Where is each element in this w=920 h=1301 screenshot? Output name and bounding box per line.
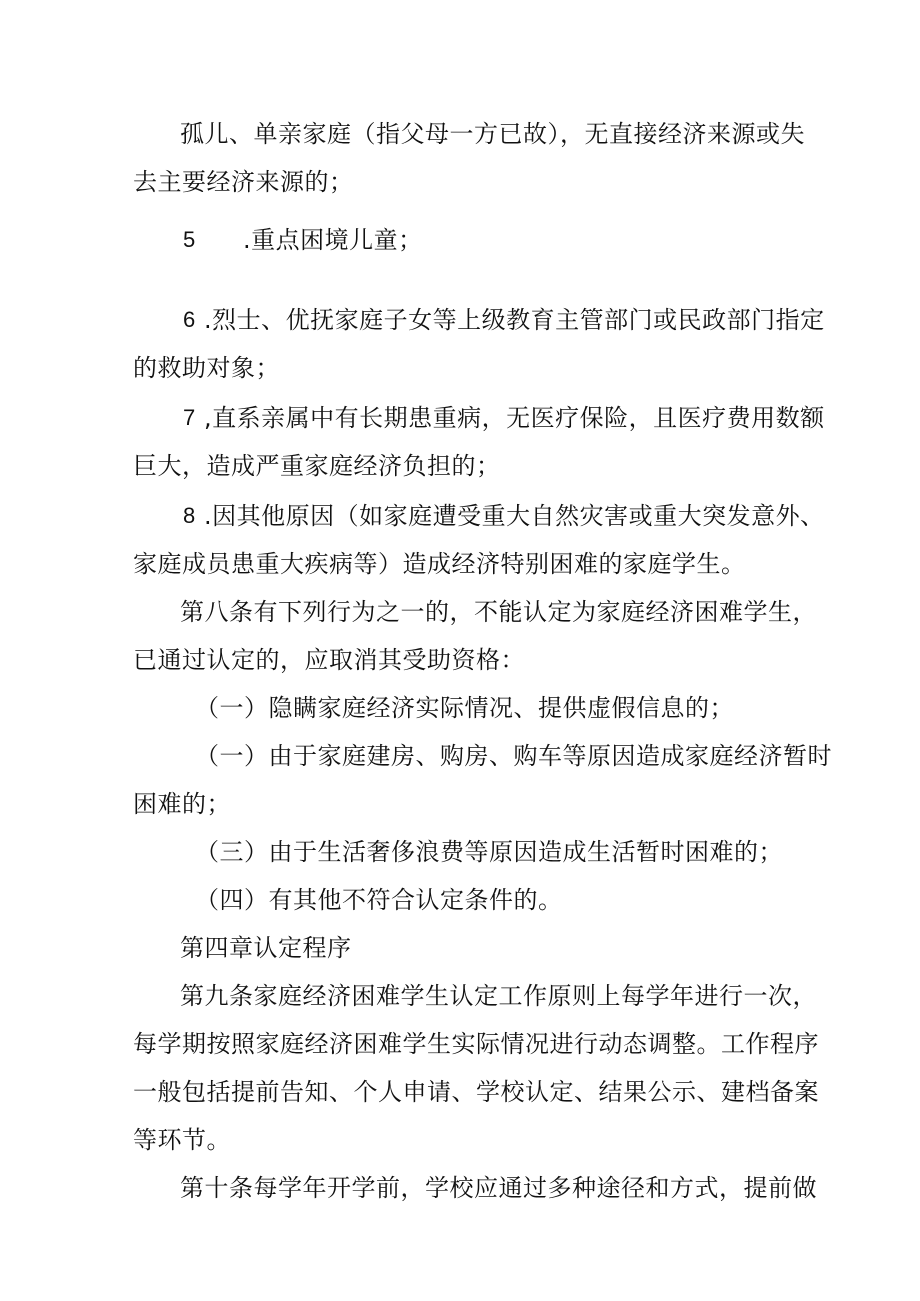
item-number: 7 [183, 405, 196, 430]
text-line: 巨大，造成严重家庭经济负担的； [133, 452, 501, 480]
text-line: .重点困境儿童； [243, 226, 423, 254]
text-line: 已通过认定的，应取消其受助资格： [133, 646, 525, 674]
text-line: .烈士、优抚家庭子女等上级教育主管部门或民政部门指定 [204, 306, 825, 334]
text-line: 去主要经济来源的； [133, 168, 354, 196]
chapter-heading: 第四章认定程序 [180, 934, 352, 962]
text-line: （四）有其他不符合认定条件的。 [195, 886, 563, 914]
text-line: 第八条有下列行为之一的，不能认定为家庭经济困难学生， [180, 598, 817, 626]
text-line: 第十条每学年开学前，学校应通过多种途径和方式，提前做 [180, 1174, 817, 1202]
text-line: 第九条家庭经济困难学生认定工作原则上每学年进行一次， [180, 982, 817, 1010]
text-line: 困难的； [133, 790, 231, 818]
text-line: 孤儿、单亲家庭（指父母一方已故），无直接经济来源或失 [180, 120, 805, 148]
text-line: （三）由于生活奢侈浪费等原因造成生活暂时困难的； [195, 838, 783, 866]
text-line: 每学期按照家庭经济困难学生实际情况进行动态调整。工作程序 [133, 1030, 819, 1058]
item-number: 6 [183, 307, 196, 332]
text-line: （一）由于家庭建房、购房、购车等原因造成家庭经济暂时 [195, 742, 832, 770]
text-line: 家庭成员患重大疾病等）造成经济特别困难的家庭学生。 [133, 550, 746, 578]
item-number: 8 [183, 503, 196, 528]
text-line: 的救助对象； [133, 354, 280, 382]
text-line: 等环节。 [133, 1126, 231, 1154]
text-line: .因其他原因（如家庭遭受重大自然灾害或重大突发意外、 [204, 502, 825, 530]
text-line: ,直系亲属中有长期患重病，无医疗保险，且医疗费用数额 [204, 404, 825, 432]
text-line: 一般包括提前告知、个人申请、学校认定、结果公示、建档备案 [133, 1078, 819, 1106]
item-number: 5 [183, 227, 196, 252]
text-line: （一）隐瞒家庭经济实际情况、提供虚假信息的； [195, 694, 734, 722]
